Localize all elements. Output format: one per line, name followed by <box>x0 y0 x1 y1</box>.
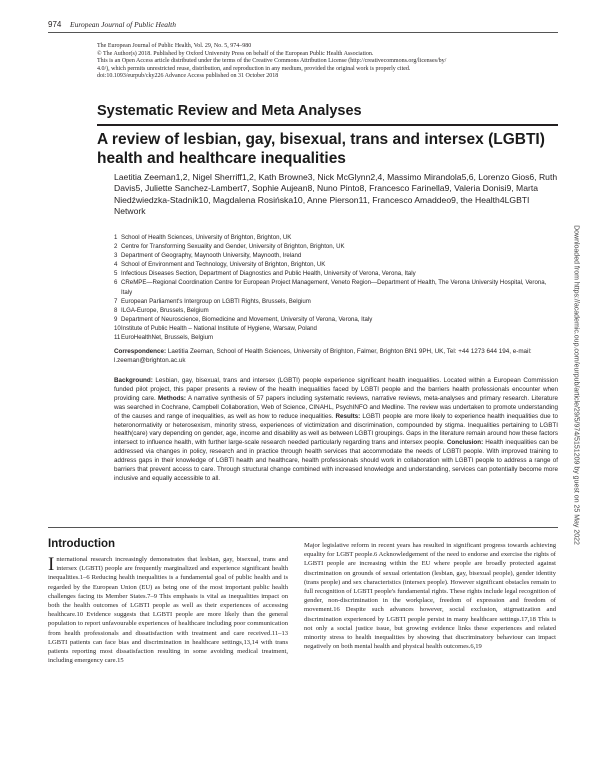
meta-copyright: © The Author(s) 2018. Published by Oxford University Press on behalf of the European Public Health Association. <box>97 50 374 57</box>
download-watermark: Downloaded from https://academic.oup.com/eurpub/article/29/5/974/5151209 by guest on 25 May 2022 <box>572 225 580 545</box>
abstract-results: LGBTI people are more likely to experience health inequalities due to heteronormativity or heterosexism, minority stress, experiences of victimization and discrimination, compounded by stigma. Inequalities pertaining to LGBTI health(care) vary depending on gender, age, income and disability as well as between LGBTI groupings. Gaps in the literature remain around how these factors intersect to influence health, with further large-scale research needed particularly regarding trans and intersex people. <box>114 412 559 447</box>
abstract-results-label: Results: <box>335 412 361 420</box>
affiliation-text: Centre for Transforming Sexuality and Gender, University of Brighton, Brighton, UK <box>121 243 345 251</box>
introduction-heading: Introduction <box>48 538 116 550</box>
affiliation-number: 9 <box>114 315 118 323</box>
affiliation-item <box>114 251 558 260</box>
affiliation-item <box>114 278 558 296</box>
section-label: Systematic Review and Meta Analyses <box>97 103 362 119</box>
affiliation-number: 11 <box>114 334 121 342</box>
affiliation-item <box>114 297 558 306</box>
section-divider <box>97 124 558 126</box>
affiliations <box>114 233 558 342</box>
correspondence <box>114 348 558 366</box>
abstract-methods: A narrative synthesis of 57 papers including systematic reviews, narrative reviews, meta-analyses and primary research. Literature was searched in Cochrane, Campbell Collaboration, Web of Science, CINAHL, PsychINFO and Medline. The review was undertaken to promote understanding of the causes and range of inequalities, as well as how to reduce inequalities. <box>114 394 558 420</box>
affiliation-text: CReMPE—Regional Coordination Centre for European Project Management, Veneto Region—Department of Health, The Verona University Hospital, Verona, Italy <box>121 279 547 296</box>
affiliation-item <box>114 233 558 242</box>
affiliation-text: European Parliament's Intergroup on LGBTI Rights, Brussels, Belgium <box>121 297 311 305</box>
affiliation-item <box>114 315 558 324</box>
affiliation-item <box>114 260 558 269</box>
body-column-right <box>304 541 556 651</box>
affiliation-number: 1 <box>114 234 118 241</box>
affiliation-item <box>114 306 558 315</box>
abstract-conclusion: Health inequalities can be addressed via changes in policy, research and in practice through health services that accommodate the needs of LGBTI people. With improved training to address gaps in their knowledge of LGBTI health and healthcare, health professionals should work in collaboration with LGBTI people to address a range of barriers that prevent access to care. Through structural change combined with increased knowledge and understanding, services can potentially become more inclusive and equally accessible to all. <box>114 439 558 482</box>
intro-paragraph-2: Major legislative reform in recent years has resulted in significant progress towards achieving equality for LGBT people.6 Acknowledgement of the need to endorse and exercise the rights of LGBTI people are increasing within the EU where people are broadly protected against discrimination on grounds of sexual orientation (lesbian, gay, bisexual people), gender identity (trans people) and sex characteristics (intersex people). However significant obstacles remain to full recognition of LGBTI people's fundamental rights. These rights include legal recognition of gender, non-discrimination in the workplace, freedom of expression and freedom of movement.16 Despite such advances however, social exclusion, stigmatization and discrimination experienced by LGBTI people persist in many healthcare settings.17,18 This is not only a social justice issue, but growing evidence links these experiences and related minority stress to health inequalities by showing that discriminatory behaviour can impact negatively on both mental health and physical health outcomes.6,19 <box>304 542 556 651</box>
affiliation-number: 10 <box>114 324 121 332</box>
abstract-conclusion-label: Conclusion: <box>446 439 484 447</box>
affiliation-number: 8 <box>114 306 118 314</box>
affiliation-text: Infectious Diseases Section, Department of Diagnostics and Public Health, University of Verona, Verona, Italy <box>121 270 416 278</box>
affiliation-item <box>114 242 558 251</box>
affiliation-text: Department of Neuroscience, Biomedicine and Movement, University of Verona, Verona, Italy <box>121 315 373 323</box>
affiliation-text: Department of Geography, Maynooth University, Maynooth, Ireland <box>121 252 302 260</box>
affiliation-number: 3 <box>114 252 118 260</box>
article-metadata <box>97 43 557 81</box>
meta-citation: The European Journal of Public Health, Vol. 29, No. 5, 974–980 <box>97 43 252 49</box>
affiliation-number: 5 <box>114 270 118 278</box>
affiliation-item <box>114 333 558 342</box>
abstract-background: Lesbian, gay, bisexual, trans and intersex (LGBTI) people experience significant health inequalities. Located within a European Commission funded pilot project, this paper presents a review of the health inequalities faced by LGBTI people and the barriers health professionals encounter when providing care. <box>114 377 558 402</box>
affiliation-number: 2 <box>114 243 118 251</box>
abstract-methods-label: Methods: <box>158 394 186 402</box>
correspondence-text: Laetitia Zeeman, School of Health Sciences, University of Brighton, Falmer, Brighton BN1 9PH, UK, Tel: +44 1273 644 194, e-mail: l.zeeman@brighton.ac.uk <box>114 348 532 364</box>
page-number: 974 <box>48 20 62 29</box>
meta-doi: doi:10.1093/eurpub/cky226 Advance Access published on 31 October 2018 <box>97 73 279 80</box>
author-list: Laetitia Zeeman1,2, Nigel Sherriff1,2, Kath Browne3, Nick McGlynn2,4, Massimo Mirandola5,6, Lorenzo Gios6, Ruth Davis5, Juliette Sanchez-Lambert7, Sophie Aujean8, Nuno Pinto8, Francesco Farinella9, Valeria Donisi9, Marta Niedźwiedzka-Stadnik10, Magdalena Rosińska10, Anne Pierson11, Francesco Amaddeo9, the Health4LGBTI Network <box>114 172 558 216</box>
affiliation-text: Institute of Public Health – National Institute of Hygiene, Warsaw, Poland <box>121 324 317 332</box>
body-column-left <box>48 555 288 665</box>
affiliation-item <box>114 324 558 333</box>
intro-paragraph-1: nternational research increasingly demonstrates that lesbian, gay, bisexual, trans and intersex (LGBTI) people are frequently marginalized and experience significant health inequalities.1–6 Reducing health inequalities is a fundamental goal of public health and is regarded by the European Union (EU) as being one of the most important public health challenges facing its Member States.7–9 This emphasis is vital as inequalities impact on both the health outcomes of LGBTI people as well as their experiences of accessing healthcare.10 Evidence suggests that LGBTI people are more likely than the general population to report unfavourable experiences of healthcare including poor communication from health professionals and dissatisfaction with treatment and care received.11–13 LGBTI patients can face bias and discrimination in healthcare settings,13,14 with trans patients reporting most dissatisfaction resulting in some avoiding medical treatment, including emergency care.15 <box>48 556 288 665</box>
abstract-divider <box>48 527 558 528</box>
drop-cap: I <box>48 554 55 575</box>
affiliation-text: School of Environment and Technology, University of Brighton, Brighton, UK <box>121 261 326 269</box>
affiliation-text: School of Health Sciences, University of Brighton, Brighton, UK <box>121 234 292 241</box>
affiliation-item <box>114 269 558 278</box>
meta-license: This is an Open Access article distributed under the terms of the Creative Commons Attribution License (http://creativecommons.org/licenses/by/ <box>97 58 447 65</box>
affiliation-text: ILGA-Europe, Brussels, Belgium <box>121 306 209 314</box>
article-title: A review of lesbian, gay, bisexual, trans and intersex (LGBTI) health and healthcare inequalities <box>97 131 545 167</box>
header-divider <box>48 32 558 33</box>
running-header-journal: European Journal of Public Health <box>70 20 176 29</box>
correspondence-label: Correspondence: <box>114 348 167 355</box>
affiliation-number: 7 <box>114 297 118 305</box>
abstract <box>114 377 558 484</box>
abstract-background-label: Background: <box>114 377 153 384</box>
affiliation-number: 6 <box>114 279 118 287</box>
meta-license-cont: 4.0/), which permits unrestricted reuse, distribution, and reproduction in any medium, provided the original work is properly cited. <box>97 65 411 72</box>
affiliation-text: EuroHealthNet, Brussels, Belgium <box>121 334 214 342</box>
affiliation-number: 4 <box>114 261 118 269</box>
